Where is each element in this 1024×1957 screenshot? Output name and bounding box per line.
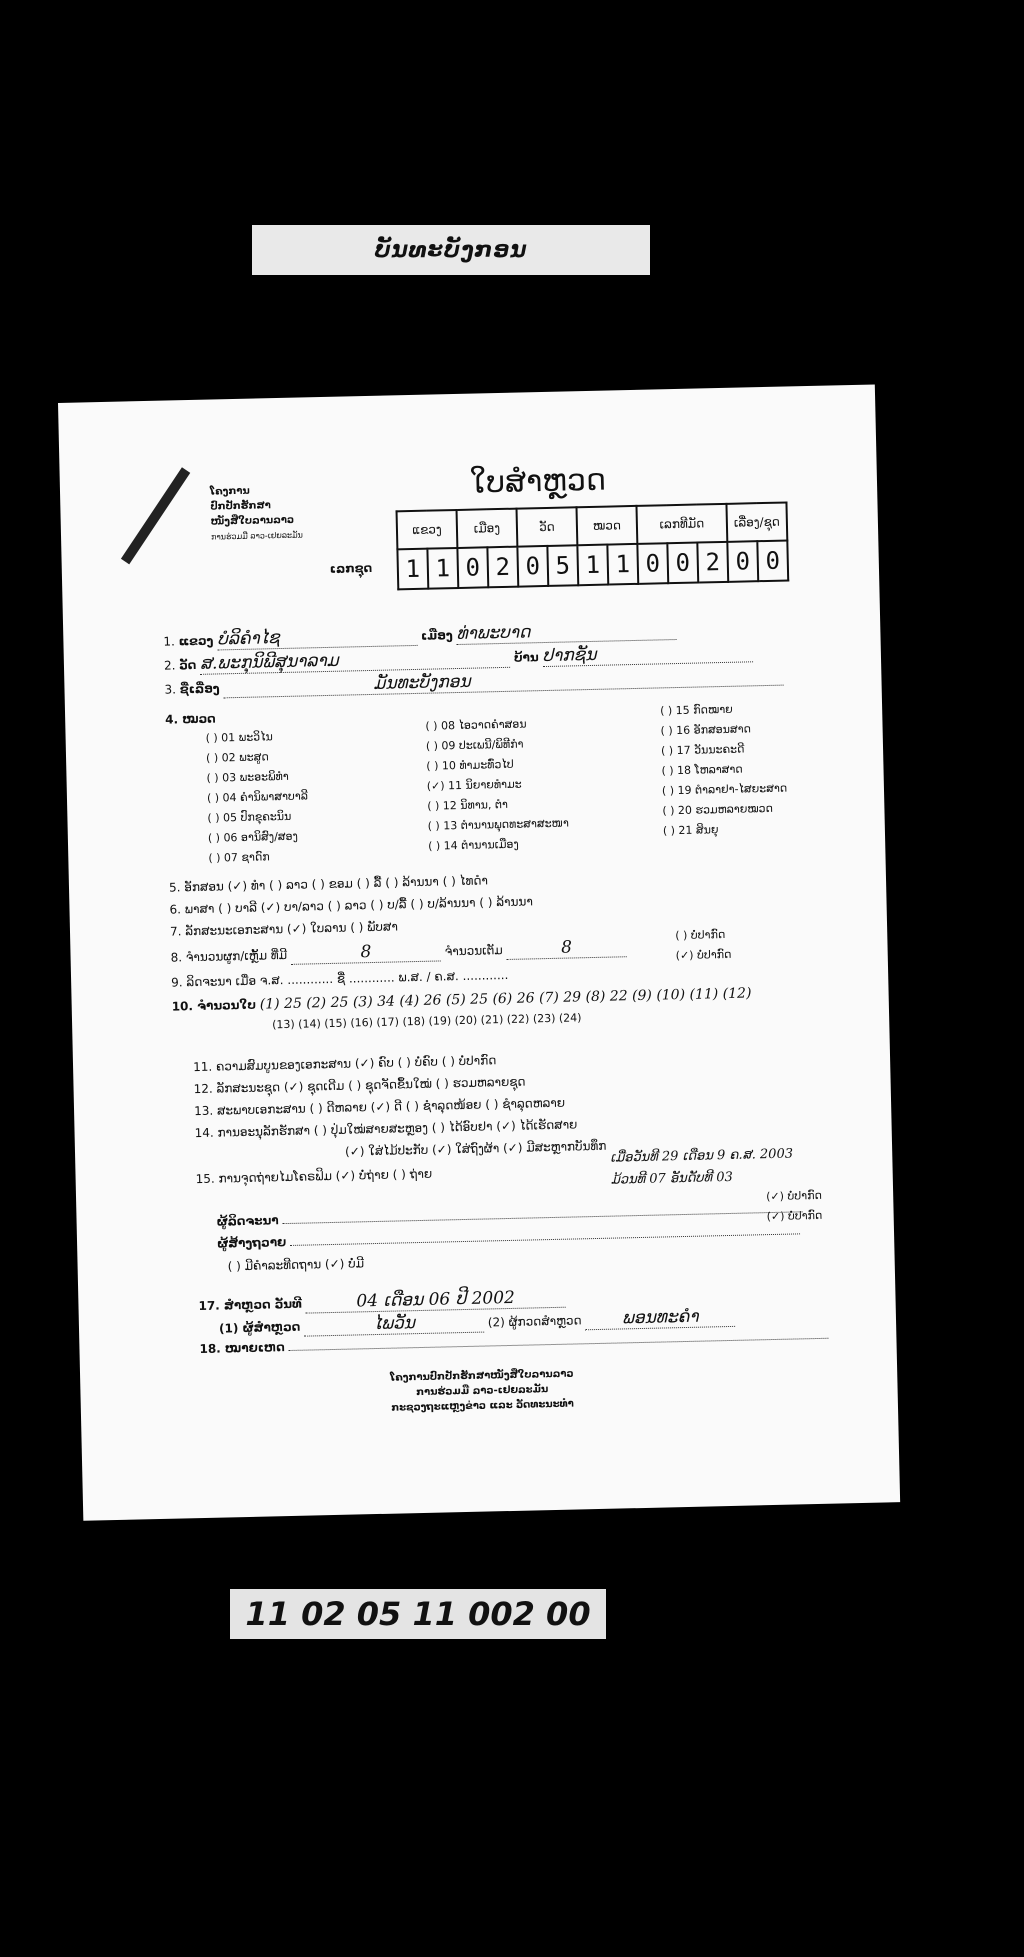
office-stamp <box>210 482 303 544</box>
code-header: ໝວດ <box>576 506 637 545</box>
category-option: ( ) 15 ກົດໝາຍ <box>659 702 733 718</box>
field-number: 3. <box>164 682 177 697</box>
code-digit: 0 <box>727 541 758 582</box>
field-number: 1. <box>163 634 176 649</box>
count-option: (✓) ບໍ່ປາກົດ <box>675 947 732 963</box>
code-digit: 2 <box>487 547 518 588</box>
category-option: ( ) 20 ຮວມຫລາຍໝວດ <box>662 801 774 818</box>
code-digit: 0 <box>757 540 788 581</box>
office-line: ປົກປັກຮັກສາ <box>210 500 271 513</box>
photo-roll: ມ້ວນທີ 07 ອັນດັບທີ 03 <box>610 1169 733 1188</box>
code-header: ເລື່ອງ/ຊຸດ <box>726 502 787 541</box>
condition-row: (✓) ໃສ່ໄມ້ປະກັບ (✓) ໃສ່ຖົງຜ້າ (✓) ມີສະຫຼາກບັນທຶກ <box>344 1138 607 1159</box>
pages-row <box>172 985 752 1014</box>
code-digit: 1 <box>607 544 638 585</box>
category-option: ( ) 21 ສິນຍຸ <box>662 823 719 838</box>
code-digit: 0 <box>517 546 548 587</box>
category-option: ( ) 17 ວັນນະຄະດີ <box>660 742 745 758</box>
bottom-code-label: 11 02 05 11 002 00 <box>230 1589 606 1639</box>
category-option: ( ) 10 ທຳມະທົ່ວໄປ <box>426 757 514 773</box>
category-option: ( ) 19 ຕຳລາຢາ-ໄສຍະສາດ <box>661 781 788 798</box>
code-digit: 0 <box>457 547 488 588</box>
sponsor-option: (✓) ບໍ່ປາກົດ <box>766 1208 823 1224</box>
category-option: (✓) 11 ນິຍາຍທຳມະ <box>426 777 522 793</box>
code-digit: 0 <box>667 543 698 584</box>
form-title: ໃບສຳຫຼວດ <box>469 462 607 501</box>
scribe-label: ຜູ້ລິດຈະນາ <box>216 1213 279 1229</box>
category-option: ( ) 18 ໂຫລາສາດ <box>661 762 743 778</box>
field-sublabel: ເມືອງ <box>420 628 453 643</box>
language-row: 6. ພາສາ ( ) ບາລີ (✓) ບາ/ລາວ ( ) ລາວ ( ) ບ/ລື້ ( ) ບ/ລ້ານນາ ( ) ລ້ານນາ <box>169 894 533 917</box>
footer-line: ກະຊວງຖະແຫຼງຂ່າວ ແລະ ວັດທະນະທຳ <box>391 1398 574 1414</box>
category-option: ( ) 09 ປະເພນີ/ພິທີກຳ <box>425 737 524 753</box>
survey-date: 04 ເດືອນ 06 ປີ 2002 <box>305 1287 565 1314</box>
code-digit: 1 <box>397 549 428 590</box>
ink-stroke <box>121 467 190 564</box>
category-option: ( ) 01 ພະວິໄນ <box>205 730 273 745</box>
field-subvalue: ທ່າພະບາດ <box>456 619 676 645</box>
field-number: 2. <box>163 658 176 673</box>
condition-row: 11. ຄວາມສົມບູນຂອງເອກະສານ (✓) ຄົບ ( ) ບໍ່ຄົບ ( ) ບໍ່ປາກົດ <box>192 1053 497 1075</box>
count-row <box>170 936 626 967</box>
count-total-label: ຈຳນວນເຕັມ <box>444 943 503 959</box>
count-total-value: 8 <box>506 936 626 960</box>
code-digit: 1 <box>577 545 608 586</box>
code-digit: 5 <box>547 545 578 586</box>
pages-row-2: (13) (14) (15) (16) (17) (18) (19) (20) (21) (22) (23) (24) <box>272 1011 582 1032</box>
category-option: ( ) 13 ຕຳນານພຸດທະສາສະໜາ <box>427 816 569 833</box>
field-subvalue: ປາກຊັນ <box>542 641 752 667</box>
condition-row: 13. ສະພາບເອກະສານ ( ) ດີຫລາຍ (✓) ດີ ( ) ຊຳລຸດໜ້ອຍ ( ) ຊຳລຸດຫລາຍ <box>193 1095 566 1119</box>
code-table <box>396 501 790 590</box>
surveyor-value: ໄພວັນ <box>304 1312 484 1337</box>
footer-line: ໂຄງການປົກປັກຮັກສາໜັງສືໃບລານລາວ <box>390 1368 574 1384</box>
footer-line: ການຮ່ວມມື ລາວ-ເຢຍລະມັນ <box>416 1384 549 1399</box>
pages-label: 10. ຈຳນວນໃບ <box>171 997 257 1014</box>
count-label: 8. ຈຳນວນຜູກ/ເຫຼັ້ມ ທີ່ມີ <box>170 947 288 965</box>
pages-values: (1) 25 (2) 25 (3) 34 (4) 26 (5) 25 (6) 26 (7) 29 (8) 22 (9) (10) (11) (12) <box>259 985 752 1013</box>
code-header: ເມືອງ <box>457 509 518 548</box>
photo-date: ເມື່ອວັນທີ 29 ເດືອນ 9 ຄ.ສ. 2003 <box>610 1146 794 1166</box>
remarks-label: 18. ໝາຍເຫດ <box>199 1340 285 1357</box>
field-value: ມັນທະບັງກອນ <box>223 665 783 699</box>
code-header: ວັດ <box>517 507 578 546</box>
category-label: 4. ໝວດ <box>165 711 216 727</box>
field-value: ບໍລິຄໍາໄຊ <box>217 625 417 651</box>
code-header: ເລກທີມັດ <box>636 504 727 544</box>
colophon-row: ( ) ມີຄຳລະທີດຖານ (✓) ບໍ່ມີ <box>227 1256 365 1274</box>
office-line: ໂຄງການ <box>209 485 250 498</box>
scribe-option: (✓) ບໍ່ປາກົດ <box>766 1188 823 1204</box>
category-option: ( ) 05 ປົກຂຸຄະນິນ <box>207 809 292 825</box>
survey-label: 17. ສຳຫຼວດ ວັນທີ <box>198 1296 303 1314</box>
condition-row: 12. ລັກສະນະຊຸດ (✓) ຊຸດເດີມ ( ) ຊຸດຈັດຂຶ້ນໃໝ່ ( ) ຮວມຫລາຍຊຸດ <box>193 1074 526 1097</box>
field-label: ວັດ <box>179 657 197 673</box>
photo-row: 15. ການຈຸດຖ່າຍໄມໂຄຣຟິມ (✓) ບໍ່ຖ່າຍ ( ) ຖ່າຍ <box>195 1166 433 1187</box>
category-option: ( ) 16 ອັກສອນສາດ <box>660 722 752 738</box>
condition-row: 14. ການອະນຸລັກຮັກສາ ( ) ປຸ່ມໃໝ່ສາຍສະຫຼອງ ( ) ໄດ້ອົບຢາ (✓) ໄດ້ເຮັດສາຍ <box>194 1117 578 1141</box>
code-label: ເລກຊຸດ <box>329 560 373 576</box>
sponsor-label: ຜູ້ສ້າງຖວາຍ <box>216 1235 287 1251</box>
field-label: ຊື່ເລື່ອງ <box>179 681 220 697</box>
checker-label: (2) ຜູ້ກວດສຳຫຼວດ <box>487 1313 582 1330</box>
office-line: ໜັງສືໃບລານລາວ <box>210 514 295 528</box>
count-option: ( ) ບໍ່ປາກົດ <box>675 928 726 943</box>
survey-form-page <box>58 384 900 1520</box>
code-digit: 1 <box>427 548 458 589</box>
category-option: ( ) 07 ຊາດົກ <box>208 850 270 865</box>
code-digit: 2 <box>697 542 728 583</box>
date-row: 9. ລິດຈະນາ ເມື່ອ ຈ.ສ. ............ ຊື່ ............ ພ.ສ. / ຄ.ສ. ............ <box>171 967 509 990</box>
category-option: ( ) 12 ນິທານ, ຕຳ <box>427 797 509 813</box>
category-option: ( ) 06 ອານິສົງ/ສອງ <box>207 829 299 845</box>
category-option: ( ) 08 ໄອວາດຄຳສອນ <box>425 717 527 733</box>
surveyor-label: (1) ຜູ້ສຳຫຼວດ <box>218 1319 301 1336</box>
category-option: ( ) 04 ຄຳນິພາສາບາລີ <box>206 789 309 805</box>
field-value: ສ.ພະກຸນິພີສຸນາລາມ <box>200 647 510 675</box>
field-sublabel: ບ້ານ <box>513 650 539 665</box>
category-option: ( ) 02 ພະສູດ <box>205 750 269 765</box>
code-digit: 0 <box>637 543 668 584</box>
form-footer <box>390 1367 574 1416</box>
script-row: 5. ອັກສອນ (✓) ທຳ ( ) ລາວ ( ) ຂອມ ( ) ລື້ ( ) ລ້ານນາ ( ) ໄທດຳ <box>168 873 489 895</box>
field-label: ແຂວງ <box>178 633 214 649</box>
checker-value: ພອນທະຄຳ <box>585 1306 735 1330</box>
office-subline: ການຮ່ວມມື ລາວ-ເຢຍລະມັນ <box>210 530 304 542</box>
top-title-label: ບັນທະບັງກອນ <box>252 225 650 275</box>
count-value: 8 <box>291 940 441 964</box>
material-row: 7. ລັກສະນະເອກະສານ (✓) ໃບລານ ( ) ພັບສາ <box>169 919 399 939</box>
code-header: ແຂວງ <box>397 510 458 549</box>
category-option: ( ) 14 ຕຳນານເມືອງ <box>428 837 519 853</box>
sponsor-row <box>217 1223 800 1250</box>
category-option: ( ) 03 ພະອະພິທຳ <box>206 769 289 785</box>
